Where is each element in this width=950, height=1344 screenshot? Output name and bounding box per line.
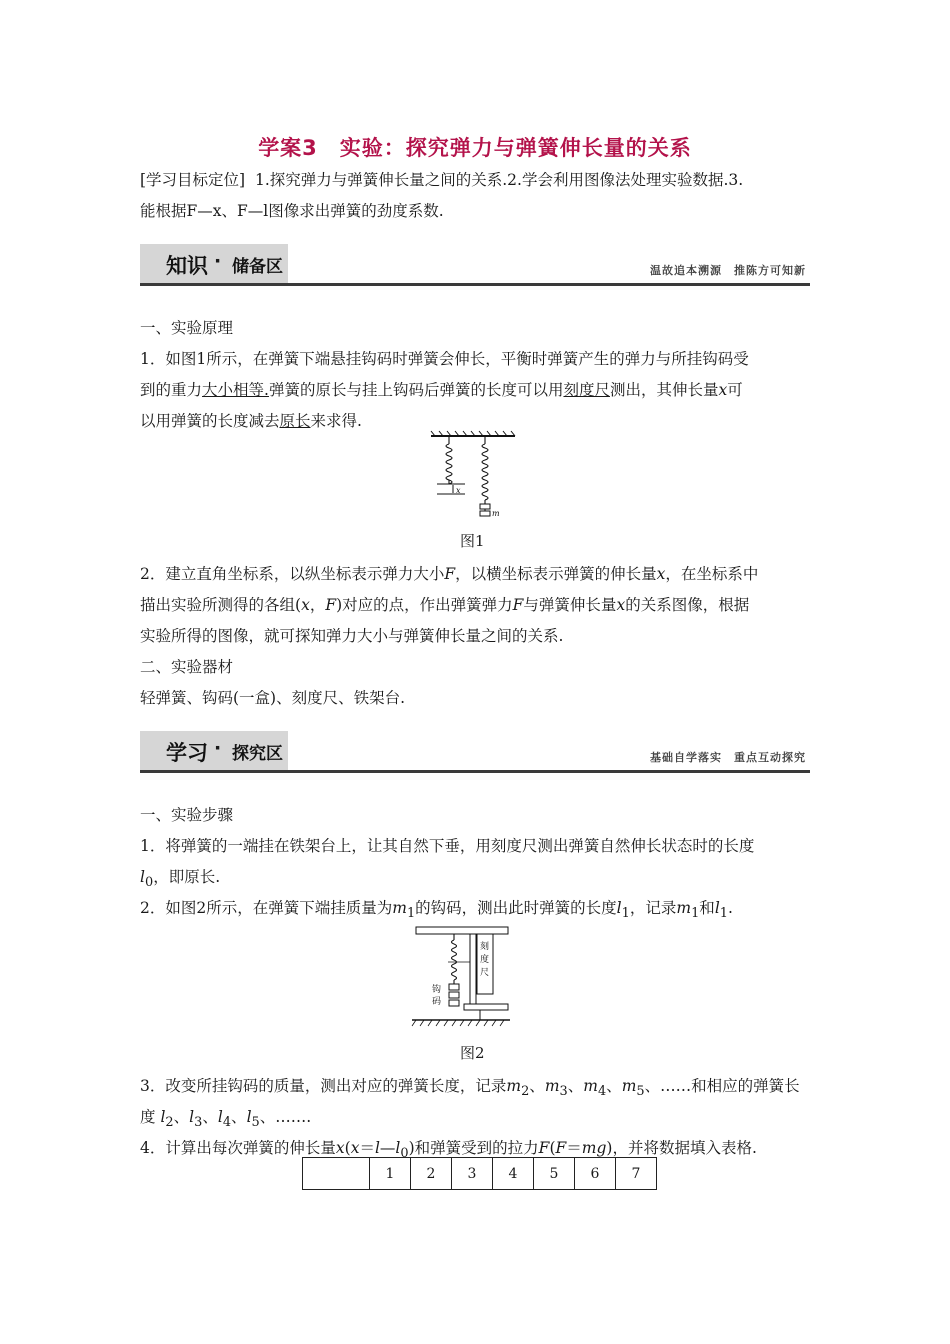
banner-dot: · — [214, 250, 222, 272]
figure-2-apparatus-diagram — [408, 922, 514, 1028]
figure-2-ruler-char: 尺 — [480, 968, 490, 978]
banner-dot: · — [214, 737, 222, 759]
principle-p2-line3: 实验所得的图像，就可探知弹力大小与弹簧伸长量之间的关系. — [140, 627, 564, 645]
table-cell: 2 — [411, 1158, 452, 1190]
principle-p1-line1: 1．如图1所示，在弹簧下端悬挂钩码时弹簧会伸长，平衡时弹簧产生的弹力与所挂钩码受 — [140, 350, 749, 368]
objectives-label: [学习目标定位] — [140, 171, 246, 189]
page-title: 学案3 实验：探究弹力与弹簧伸长量的关系 — [258, 136, 692, 160]
figure-1-caption: 图1 — [460, 532, 485, 550]
step-2: 2．如图2所示，在弹簧下端挂质量为$m_1$的钩码，测出此时弹簧的长度$l_1$，记录$m_1$和$l_1$. — [140, 899, 733, 922]
banner-rule — [140, 283, 810, 286]
figure-1-label-x: x — [456, 486, 461, 495]
objectives-line-2: 能根据F—x、F—l图像求出弹簧的劲度系数. — [140, 202, 444, 220]
section-heading-equipment: 二、实验器材 — [140, 658, 234, 676]
figure-2-ruler-char: 刻 — [480, 942, 490, 952]
table-cell: 7 — [616, 1158, 657, 1190]
table-row — [303, 1158, 657, 1190]
objectives-line-1: [学习目标定位] 1.探究弹力与弹簧伸长量之间的关系.2.学会利用图像法处理实验数据.3. — [140, 171, 744, 189]
table-cell: 3 — [452, 1158, 493, 1190]
banner-rule — [140, 770, 810, 773]
underlined-answer: 原长 — [279, 412, 311, 430]
step-1-line1: 1．将弹簧的一端挂在铁架台上，让其自然下垂，用刻度尺测出弹簧自然伸长状态时的长度 — [140, 837, 755, 855]
section-heading-principle: 一、实验原理 — [140, 319, 234, 337]
table-cell: 1 — [370, 1158, 411, 1190]
banner-motto: 温故追本溯源 推陈方可知新 — [650, 264, 806, 277]
banner-subtitle: 储备区 — [232, 257, 283, 277]
section-heading-steps: 一、实验步骤 — [140, 806, 234, 824]
data-table — [302, 1157, 657, 1190]
underlined-answer: 大小相等. — [202, 381, 269, 399]
table-cell: 5 — [534, 1158, 575, 1190]
table-cell — [303, 1158, 370, 1190]
banner-subtitle: 探究区 — [232, 744, 283, 764]
underlined-answer: 刻度尺 — [563, 381, 610, 399]
equipment-list: 轻弹簧、钩码(一盒)、刻度尺、铁架台. — [140, 689, 406, 707]
step-1-line2: $l_0$，即原长. — [140, 868, 221, 891]
figure-1-label-m: m — [492, 509, 500, 518]
principle-p1-line2: 到的重力大小相等.弹簧的原长与挂上钩码后弹簧的长度可以用刻度尺测出，其伸长量x可 — [140, 381, 743, 399]
figure-2-weight-char: 钩 — [432, 985, 442, 995]
table-cell: 4 — [493, 1158, 534, 1190]
section-banner-study — [140, 731, 810, 775]
step-4: 4．计算出每次弹簧的伸长量$x(x=l—l_0)$和弹簧受到的拉力F(F＝mg)，并将数据填入表格. — [140, 1139, 757, 1162]
table-cell: 6 — [575, 1158, 616, 1190]
figure-2-caption: 图2 — [460, 1044, 485, 1062]
principle-p1-line3: 以用弹簧的长度减去原长来求得. — [140, 412, 362, 430]
step-3-line1: 3．改变所挂钩码的质量，测出对应的弹簧长度，记录$m_2$、$m_3$、$m_4$、$m_5$、……和相应的弹簧长 — [140, 1077, 800, 1100]
figure-1-spring-diagram — [425, 430, 520, 522]
banner-title: 学习 — [166, 741, 208, 765]
banner-title: 知识 — [166, 254, 208, 278]
figure-2-weight-char: 码 — [432, 997, 442, 1007]
banner-motto: 基础自学落实 重点互动探究 — [650, 751, 806, 764]
step-3-line2: 度 $l_2$、$l_3$、$l_4$、$l_5$、……. — [140, 1108, 312, 1131]
section-banner-knowledge — [140, 244, 810, 288]
principle-p2-line2: 描出实验所测得的各组(x，F)对应的点，作出弹簧弹力F与弹簧伸长量x的关系图像，根据 — [140, 596, 750, 614]
figure-2-ruler-char: 度 — [480, 955, 490, 965]
principle-p2-line1: 2．建立直角坐标系，以纵坐标表示弹力大小F，以横坐标表示弹簧的伸长量x，在坐标系中 — [140, 565, 759, 583]
